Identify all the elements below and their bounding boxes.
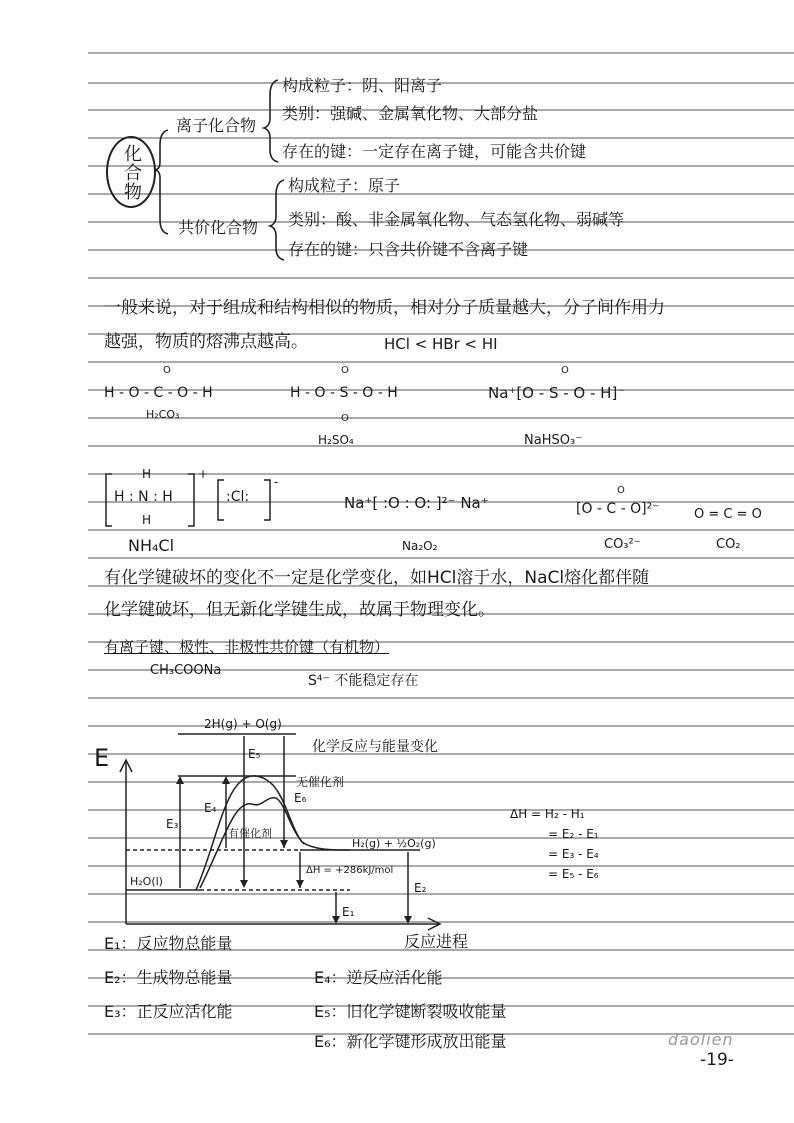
ionic-category: 类别：强碱、金属氧化物、大部分盐 (282, 104, 539, 123)
nh4cl-top-h: H (142, 467, 152, 481)
covalent-category: 类别：酸、非金属氧化物、气态氢化物、弱碱等 (288, 210, 625, 229)
nahso3-formula: Na⁺[O - S - O - H]⁻ (488, 384, 626, 402)
nh4cl-minus: - (274, 475, 279, 489)
equation-4: = E₅ - E₆ (548, 867, 599, 881)
x-axis-label: 反应进程 (404, 932, 469, 951)
equation-1: ΔH = H₂ - H₁ (510, 807, 585, 821)
legend-e3: E₃：正反应活化能 (104, 1002, 233, 1021)
watermark: daolien (668, 1030, 734, 1049)
h2co3-formula: H - O - C - O - H (104, 385, 213, 401)
covalent-particles: 构成粒子：原子 (288, 176, 401, 195)
co2-label: CO₂ (716, 537, 741, 552)
energy-axis-label: E (94, 744, 110, 772)
h2co3-label: H₂CO₃ (146, 408, 180, 421)
paragraph1-line2: 越强，物质的熔沸点越高。 (104, 332, 308, 352)
paragraph3-line1: 有离子键、极性、非极性共价键（有机物） (104, 638, 390, 656)
e2-label: E₂ (414, 881, 427, 895)
e6-label: E₆ (294, 791, 307, 805)
e5-label: E₅ (248, 747, 261, 761)
paragraph2-line1: 有化学键破坏的变化不一定是化学变化，如HCl溶于水，NaCl熔化都伴随 (104, 568, 650, 588)
na2o2-formula: Na⁺[ :O : O: ]²⁻ Na⁺ (344, 494, 489, 512)
nahso3-label: NaHSO₃⁻ (524, 433, 583, 448)
delta-h-label: ΔH = +286kJ/mol (306, 865, 394, 876)
equation-2: = E₂ - E₁ (548, 827, 599, 841)
no-catalyst-label: 无催化剂 (296, 775, 345, 789)
na2o2-label: Na₂O₂ (402, 539, 438, 553)
compound-root-label: 化合物 (106, 136, 156, 208)
co3-formula: [O - C - O]²⁻ (576, 501, 660, 517)
legend-e5: E₅：旧化学键断裂吸收能量 (314, 1002, 507, 1021)
co3-top-o: O (617, 485, 625, 496)
covalent-compound-label: 共价化合物 (178, 218, 259, 237)
page-number: -19- (700, 1050, 734, 1070)
h2so4-formula: H - O - S - O - H (290, 385, 398, 401)
nh4cl-plus: + (198, 467, 209, 481)
legend-e6: E₆：新化学键形成放出能量 (314, 1032, 507, 1051)
nh4cl-cl: :Cl: (226, 489, 250, 505)
ionic-compound-label: 离子化合物 (176, 116, 257, 135)
reactant-label: H₂O(l) (130, 875, 163, 888)
nh4cl-bottom-h: H (142, 513, 152, 527)
paragraph1-example: HCl < HBr < HI (384, 335, 498, 353)
with-catalyst-label: 有催化剂 (228, 827, 272, 840)
paragraph3-example2: S⁴⁻ 不能稳定存在 (308, 673, 419, 689)
e4-label: E₄ (204, 801, 217, 815)
co3-label: CO₃²⁻ (604, 537, 641, 552)
h2so4-label: H₂SO₄ (318, 433, 354, 447)
h2co3-top-o: O (163, 365, 171, 376)
legend-e1: E₁：反应物总能量 (104, 934, 233, 953)
e1-label: E₁ (342, 905, 355, 919)
energy-diagram-title: 化学反应与能量变化 (312, 739, 438, 755)
atoms-level-label: 2H(g) + O(g) (204, 717, 282, 731)
paragraph1-line1: 一般来说，对于组成和结构相似的物质，相对分子质量越大，分子间作用力 (104, 298, 665, 318)
energy-diagram (0, 700, 794, 940)
h2so4-top-o: O (341, 365, 349, 376)
legend-e4: E₄：逆反应活化能 (314, 968, 443, 987)
ionic-bond: 存在的键：一定存在离子键，可能含共价键 (282, 142, 587, 161)
product-label: H₂(g) + ½O₂(g) (352, 837, 436, 850)
e3-label: E₃ (166, 817, 179, 831)
nh4cl-label: NH₄Cl (128, 536, 175, 555)
co2-formula: O = C = O (694, 507, 762, 522)
ionic-particles: 构成粒子：阴、阳离子 (282, 76, 443, 95)
covalent-bond: 存在的键：只含共价键不含离子键 (288, 240, 529, 259)
paragraph3-example1: CH₃COONa (150, 663, 222, 678)
legend-e2: E₂：生成物总能量 (104, 968, 233, 987)
h2so4-bottom-o: O (341, 413, 349, 424)
equation-3: = E₃ - E₄ (548, 847, 599, 861)
paragraph2-line2: 化学键破坏，但无新化学键生成，故属于物理变化。 (104, 600, 495, 620)
nahso3-top-o: O (561, 365, 569, 376)
nh4cl-center: H : N : H (114, 489, 173, 505)
